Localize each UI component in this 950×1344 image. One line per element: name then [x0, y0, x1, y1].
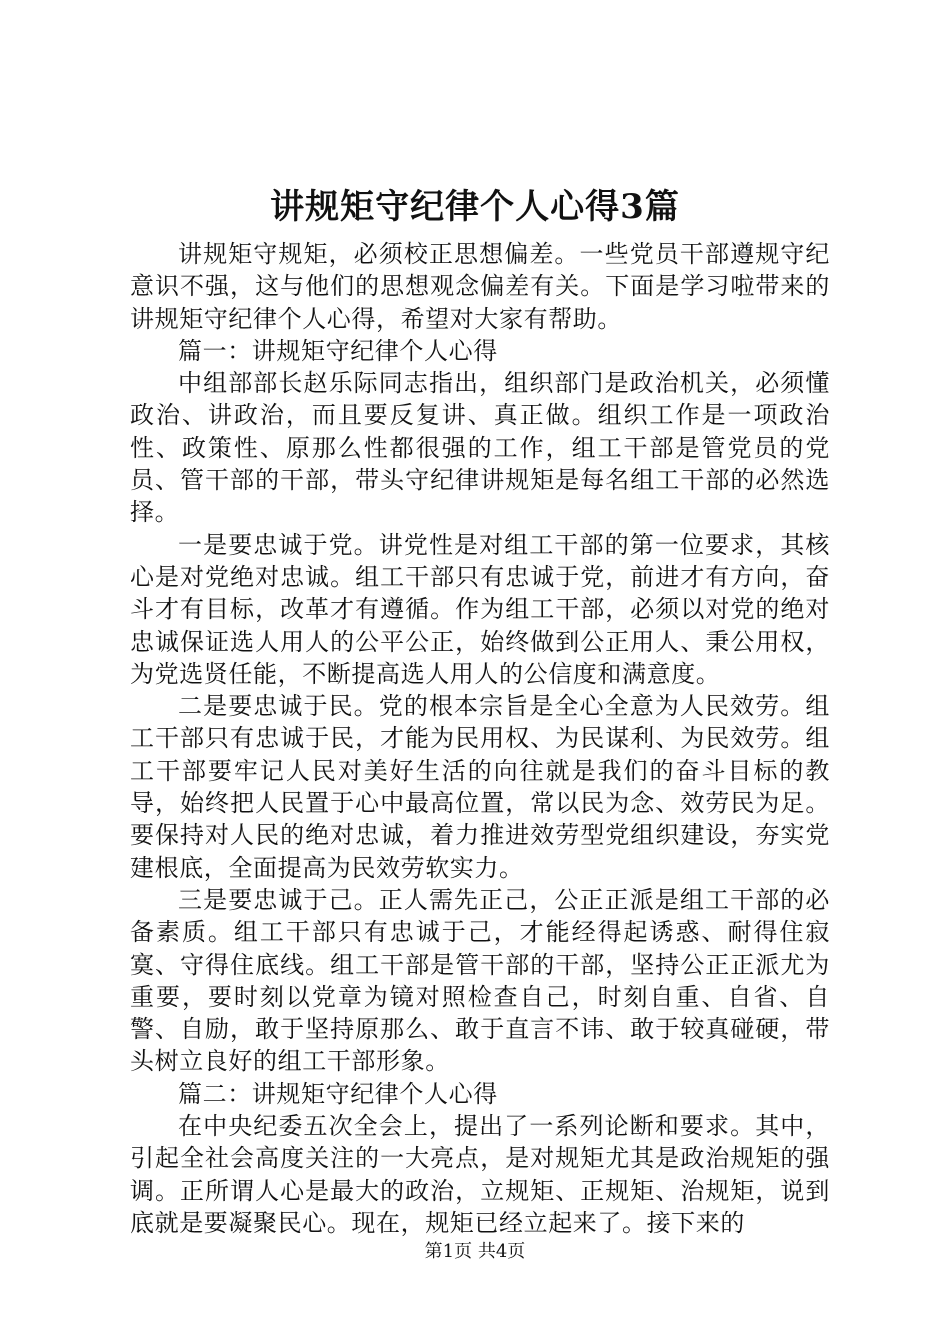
body-paragraph: 中组部部长赵乐际同志指出，组织部门是政治机关，必须懂政治、讲政治，而且要反复讲、真正做。组织工作是一项政治性、政策性、原那么性都很强的工作，组工干部是管党员的党员、管干部的干部，带头守纪律讲规矩是每名组工干部的必然选择。 — [130, 369, 830, 527]
body-paragraph: 在中央纪委五次全会上，提出了一系列论断和要求。其中，引起全社会高度关注的一大亮点，是对规矩尤其是政治规矩的强调。正所谓人心是最大的政治，立规矩、正规矩、治规矩，说到底就是要凝聚民心。现在，规矩已经立起来了。接下来的 — [130, 1112, 830, 1237]
document-title: 讲规矩守纪律个人心得3篇 — [270, 187, 680, 227]
document-body — [130, 238, 830, 1239]
section-heading-2: 篇二：讲规矩守纪律个人心得 — [178, 1079, 498, 1108]
body-paragraph: 二是要忠诚于民。党的根本宗旨是全心全意为人民效劳。组工干部只有忠诚于民，才能为民用权、为民谋利、为民效劳。组工干部要牢记人民对美好生活的向往就是我们的奋斗目标的教导，始终把人民置于心中最高位置，常以民为念、效劳民为足。要保持对人民的绝对忠诚，着力推进效劳型党组织建设，夯实党建根底，全面提高为民效劳软实力。 — [130, 692, 830, 882]
body-paragraph: 三是要忠诚于己。正人需先正己，公正正派是组工干部的必备素质。组工干部只有忠诚于己，才能经得起诱惑、耐得住寂寞、守得住底线。组工干部是管干部的干部，坚持公正正派尤为重要，要时刻以党章为镜对照检查自己，时刻自重、自省、自警、自励，敢于坚持原那么、敢于直言不讳、敢于较真碰硬，带头树立良好的组工干部形象。 — [130, 885, 830, 1076]
section-heading-1: 篇一：讲规矩守纪律个人心得 — [178, 336, 498, 365]
body-paragraph: 一是要忠诚于党。讲党性是对组工干部的第一位要求，其核心是对党绝对忠诚。组工干部只有忠诚于党，前进才有方向，奋斗才有目标，改革才有遵循。作为组工干部，必须以对党的绝对忠诚保证选人用人的公平公正，始终做到公正用人、秉公用权，为党选贤任能，不断提高选人用人的公信度和满意度。 — [130, 530, 830, 688]
intro-paragraph: 讲规矩守规矩，必须校正思想偏差。一些党员干部遵规守纪意识不强，这与他们的思想观念偏差有关。下面是学习啦带来的讲规矩守纪律个人心得，希望对大家有帮助。 — [130, 240, 830, 333]
page-footer: 第1页 共4页 — [424, 1241, 526, 1262]
